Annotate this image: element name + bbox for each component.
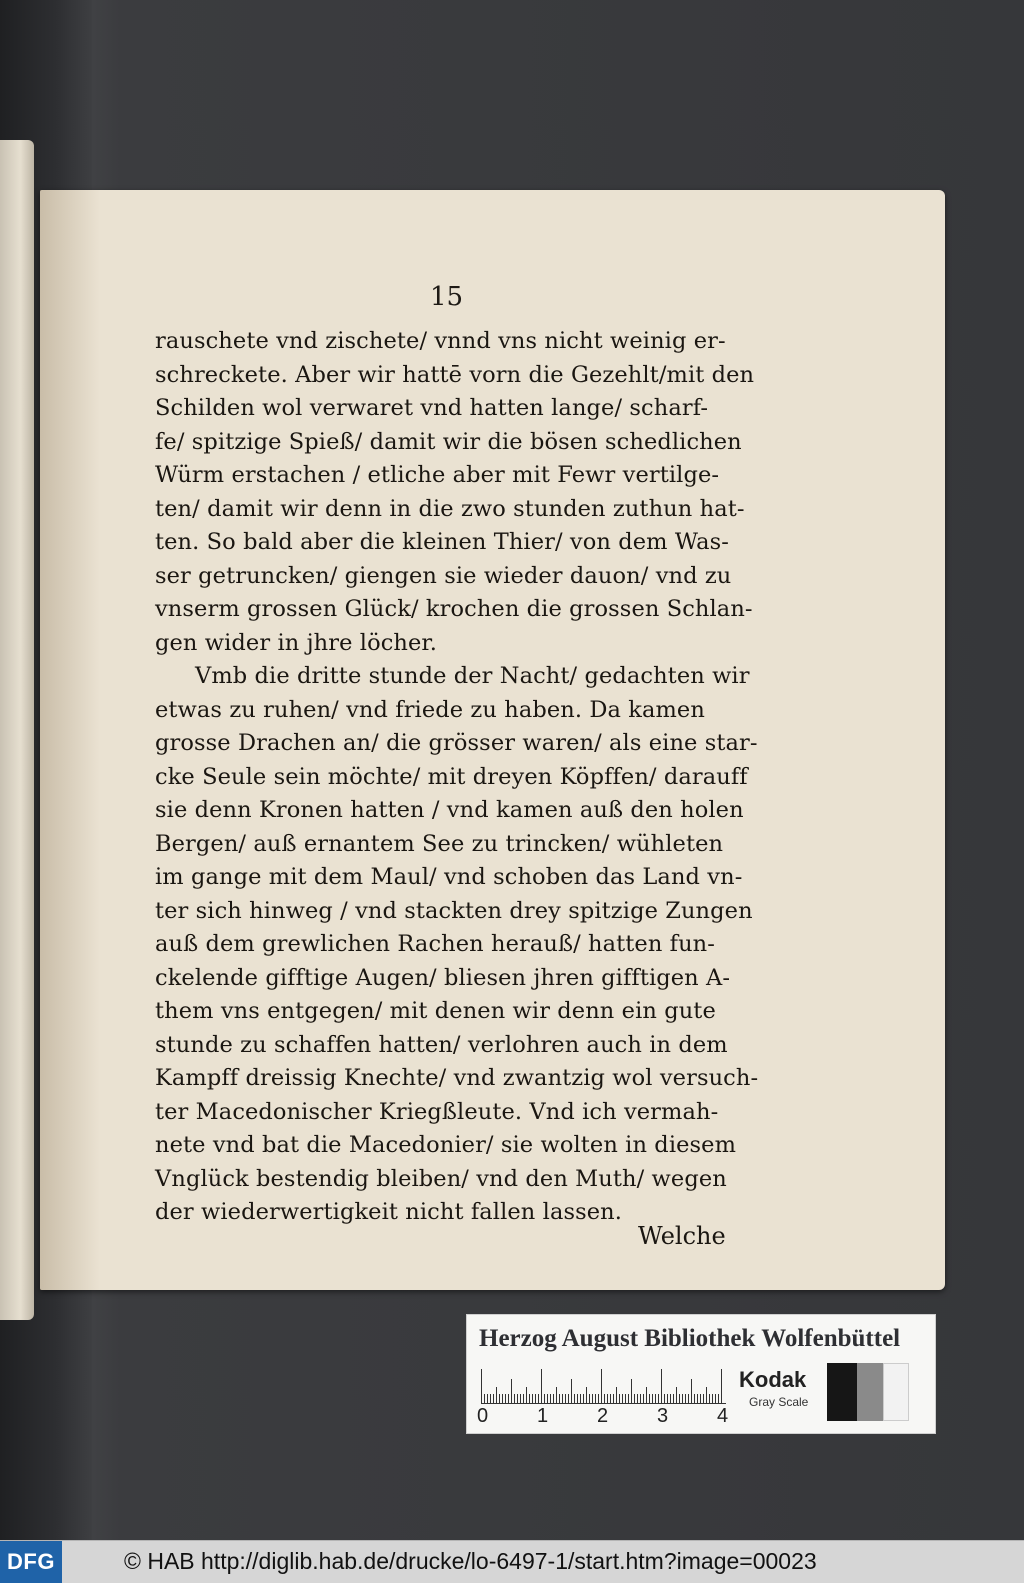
text-line: grosse Drachen an/ die grösser waren/ als eine star- bbox=[155, 730, 758, 756]
book-page bbox=[40, 190, 945, 1290]
text-line: schreckete. Aber wir hattē vorn die Gezehlt/mit den bbox=[155, 361, 755, 388]
ruler-number: 4 bbox=[717, 1405, 729, 1427]
ruler-tick bbox=[496, 1387, 497, 1403]
text-line: Schilden wol verwaret vnd hatten lange/ scharf- bbox=[155, 395, 709, 421]
ruler-tick bbox=[571, 1379, 572, 1403]
text-line: Vnglück bestendig bleiben/ vnd den Muth/ wegen bbox=[155, 1165, 727, 1192]
text-line: auß dem grewlichen Rachen herauß/ hatten fun- bbox=[155, 931, 715, 957]
ruler-tick bbox=[490, 1394, 491, 1403]
ruler-tick bbox=[703, 1394, 704, 1403]
color-calibration-card bbox=[466, 1314, 936, 1434]
ruler-tick bbox=[616, 1387, 617, 1403]
ruler-tick bbox=[583, 1394, 584, 1403]
ruler-tick bbox=[511, 1379, 512, 1403]
text-line: fe/ spitzige Spieß/ damit wir die bösen schedlichen bbox=[155, 428, 742, 455]
ruler-tick bbox=[523, 1394, 524, 1403]
gray-patch-black bbox=[827, 1363, 857, 1421]
ruler-tick bbox=[526, 1387, 527, 1403]
ruler-tick bbox=[712, 1394, 713, 1403]
ruler-numbers bbox=[477, 1405, 737, 1429]
text-line: Vmb die dritte stunde der Nacht/ gedachten wir bbox=[195, 663, 750, 689]
text-line: gen wider in jhre löcher. bbox=[155, 629, 438, 656]
text-line: vnserm grossen Glück/ krochen die grossen Schlan- bbox=[155, 596, 753, 622]
ruler-tick bbox=[601, 1369, 602, 1403]
ruler-tick bbox=[685, 1394, 686, 1403]
ruler-tick bbox=[598, 1394, 599, 1403]
gray-scale-label: Gray Scale bbox=[749, 1395, 809, 1409]
ruler-tick bbox=[550, 1394, 551, 1403]
text-line: rauschete vnd zischete/ vnnd vns nicht weinig er- bbox=[155, 328, 726, 354]
ruler-tick bbox=[646, 1387, 647, 1403]
ruler-tick bbox=[493, 1394, 494, 1403]
ruler-tick bbox=[721, 1369, 722, 1403]
ruler-tick bbox=[697, 1394, 698, 1403]
ruler-tick bbox=[541, 1369, 542, 1403]
ruler-tick bbox=[667, 1394, 668, 1403]
text-line: im gange mit dem Maul/ vnd schoben das Land vn- bbox=[155, 864, 743, 890]
ruler-tick bbox=[577, 1394, 578, 1403]
ruler-tick bbox=[679, 1394, 680, 1403]
ruler-tick bbox=[553, 1394, 554, 1403]
ruler-tick bbox=[691, 1379, 692, 1403]
ruler-tick bbox=[514, 1394, 515, 1403]
text-line: Kampff dreissig Knechte/ vnd zwantzig wol versuch- bbox=[155, 1065, 759, 1091]
ruler-tick bbox=[589, 1394, 590, 1403]
text-line: der wiederwertigkeit nicht fallen lassen. bbox=[155, 1199, 623, 1225]
ruler-tick bbox=[499, 1394, 500, 1403]
ruler-number: 1 bbox=[537, 1405, 549, 1427]
ruler-tick bbox=[592, 1394, 593, 1403]
text-line: etwas zu ruhen/ vnd friede zu haben. Da kamen bbox=[155, 696, 705, 723]
text-line: nete vnd bat die Macedonier/ sie wolten in diesem bbox=[155, 1132, 737, 1158]
text-line: sie denn Kronen hatten / vnd kamen auß den holen bbox=[155, 797, 744, 823]
ruler-tick bbox=[718, 1394, 719, 1403]
ruler-tick bbox=[619, 1394, 620, 1403]
ruler-tick bbox=[586, 1387, 587, 1403]
page-number: 15 bbox=[430, 282, 464, 312]
ruler-tick bbox=[487, 1394, 488, 1403]
page-text bbox=[155, 325, 759, 1230]
ruler-tick bbox=[502, 1394, 503, 1403]
ruler-tick bbox=[625, 1394, 626, 1403]
ruler-tick bbox=[595, 1394, 596, 1403]
ruler-tick bbox=[610, 1394, 611, 1403]
ruler-tick bbox=[655, 1394, 656, 1403]
ruler-tick bbox=[484, 1394, 485, 1403]
text-line: ser getruncken/ giengen sie wieder dauon/ vnd zu bbox=[155, 562, 732, 589]
ruler-tick bbox=[628, 1394, 629, 1403]
copyright-link[interactable]: © HAB http://diglib.hab.de/drucke/lo-6497-1/start.htm?image=00023 bbox=[124, 1548, 817, 1574]
ruler-tick bbox=[676, 1387, 677, 1403]
ruler-tick bbox=[604, 1394, 605, 1403]
ruler-tick bbox=[574, 1394, 575, 1403]
ruler-tick bbox=[565, 1394, 566, 1403]
ruler-tick bbox=[568, 1394, 569, 1403]
text-line: ckelende gifftige Augen/ bliesen jhren gifftigen A- bbox=[155, 964, 731, 991]
ruler-tick bbox=[532, 1394, 533, 1403]
ruler-tick bbox=[613, 1394, 614, 1403]
ruler-tick bbox=[547, 1394, 548, 1403]
text-line: ter Macedonischer Kriegßleute. Vnd ich vermah- bbox=[155, 1098, 719, 1125]
ruler-tick bbox=[631, 1379, 632, 1403]
text-line: stunde zu schaffen hatten/ verlohren auch in dem bbox=[155, 1031, 728, 1058]
ruler-tick bbox=[508, 1394, 509, 1403]
ruler-tick bbox=[535, 1394, 536, 1403]
ruler-tick bbox=[652, 1394, 653, 1403]
ruler-tick bbox=[544, 1394, 545, 1403]
previous-page-edge bbox=[0, 140, 34, 1320]
ruler-tick bbox=[634, 1394, 635, 1403]
ruler-tick bbox=[700, 1394, 701, 1403]
catchword: Welche bbox=[638, 1222, 726, 1250]
ruler-tick bbox=[622, 1394, 623, 1403]
text-line: ten. So bald aber die kleinen Thier/ von dem Was- bbox=[155, 529, 729, 555]
ruler-tick bbox=[562, 1394, 563, 1403]
ruler-tick bbox=[670, 1394, 671, 1403]
text-line: cke Seule sein möchte/ mit dreyen Köpffen/ darauff bbox=[155, 763, 748, 790]
ruler-tick bbox=[643, 1394, 644, 1403]
footer-bar bbox=[0, 1540, 1024, 1583]
text-line: them vns entgegen/ mit denen wir denn ein gute bbox=[155, 998, 716, 1024]
ruler-tick bbox=[664, 1394, 665, 1403]
ruler-tick bbox=[715, 1394, 716, 1403]
ruler-tick bbox=[505, 1394, 506, 1403]
gray-patch-mid bbox=[857, 1363, 883, 1421]
ruler-tick bbox=[709, 1394, 710, 1403]
ruler-tick bbox=[607, 1394, 608, 1403]
ruler-tick bbox=[556, 1387, 557, 1403]
ruler-tick bbox=[520, 1394, 521, 1403]
ruler-tick bbox=[688, 1394, 689, 1403]
dfg-logo[interactable]: DFG bbox=[0, 1541, 62, 1583]
ruler-tick bbox=[673, 1394, 674, 1403]
gray-patch-light bbox=[883, 1363, 909, 1421]
ruler-tick bbox=[706, 1387, 707, 1403]
ruler-tick bbox=[538, 1394, 539, 1403]
ruler-tick bbox=[559, 1394, 560, 1403]
ruler-tick bbox=[580, 1394, 581, 1403]
ruler-tick bbox=[517, 1394, 518, 1403]
ruler-number: 2 bbox=[597, 1405, 609, 1427]
text-line: Bergen/ auß ernantem See zu trincken/ wühleten bbox=[155, 830, 724, 857]
ruler-tick bbox=[694, 1394, 695, 1403]
kodak-logo: Kodak bbox=[739, 1367, 807, 1392]
library-title: Herzog August Bibliothek Wolfenbüttel bbox=[479, 1325, 901, 1352]
text-line: ter sich hinweg / vnd stackten drey spitzige Zungen bbox=[155, 897, 753, 924]
ruler-tick bbox=[640, 1394, 641, 1403]
ruler-number: 3 bbox=[657, 1405, 669, 1427]
ruler-tick bbox=[649, 1394, 650, 1403]
ruler-tick bbox=[682, 1394, 683, 1403]
text-line: ten/ damit wir denn in die zwo stunden zuthun hat- bbox=[155, 495, 745, 522]
ruler-tick bbox=[661, 1369, 662, 1403]
ruler-number: 0 bbox=[477, 1405, 489, 1427]
ruler-tick bbox=[658, 1394, 659, 1403]
text-line: Würm erstachen / etliche aber mit Fewr vertilge- bbox=[155, 462, 720, 488]
ruler-tick bbox=[529, 1394, 530, 1403]
ruler-tick bbox=[637, 1394, 638, 1403]
ruler-scale bbox=[481, 1367, 726, 1404]
ruler-tick bbox=[481, 1369, 482, 1403]
